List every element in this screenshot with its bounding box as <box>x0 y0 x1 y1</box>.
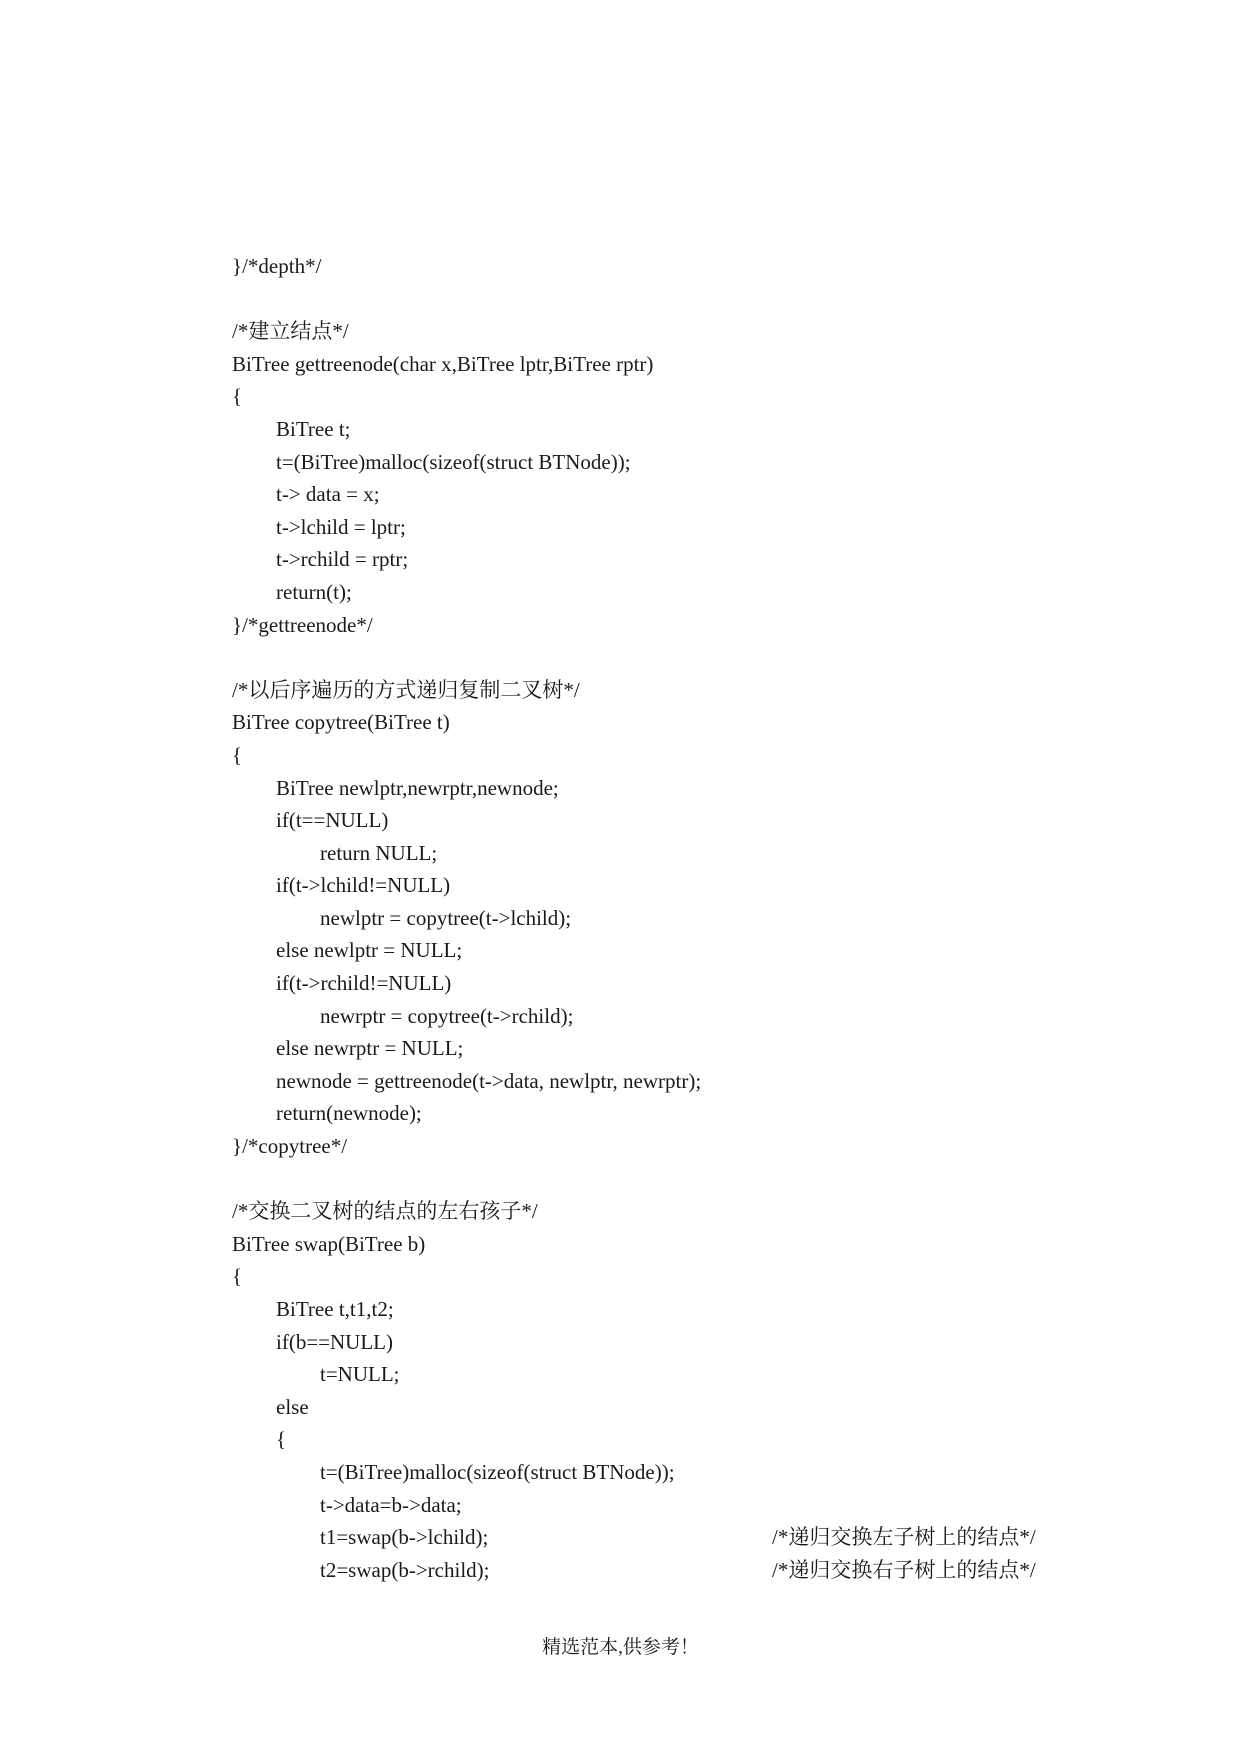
code-text: return(t); <box>276 579 352 604</box>
code-line <box>232 380 1132 413</box>
code-text: t-> data = x; <box>276 482 380 507</box>
code-line <box>232 1195 1132 1228</box>
code-text: if(t==NULL) <box>276 808 389 833</box>
code-line <box>232 934 1132 967</box>
code-text: newlptr = copytree(t->lchild); <box>320 905 572 930</box>
code-line <box>232 413 1132 446</box>
code-text: /*交换二叉树的结点的左右孩子*/ <box>232 1199 538 1224</box>
code-line <box>232 1097 1132 1130</box>
code-line <box>232 1260 1132 1293</box>
code-line <box>232 478 1132 511</box>
code-line <box>232 1391 1132 1424</box>
code-text: t->data=b->data; <box>320 1492 462 1517</box>
code-text: t->lchild = lptr; <box>276 514 406 539</box>
code-line <box>232 1065 1132 1098</box>
code-text: { <box>232 1264 243 1289</box>
code-line <box>232 1000 1132 1033</box>
code-line <box>232 576 1132 609</box>
code-line <box>232 967 1132 1000</box>
code-line <box>232 1228 1132 1261</box>
code-line <box>232 837 1132 870</box>
code-line <box>232 609 1132 642</box>
inline-comment: /*递归交换左子树上的结点*/ <box>772 1525 1036 1550</box>
code-line <box>232 739 1132 772</box>
code-line <box>232 1521 1132 1554</box>
code-text: }/*copytree*/ <box>232 1134 348 1159</box>
page-footer: 精选范本,供参考！ <box>542 1637 699 1658</box>
code-line <box>232 446 1132 479</box>
code-text: BiTree copytree(BiTree t) <box>232 710 450 735</box>
code-text: else newrptr = NULL; <box>276 1036 464 1061</box>
code-line <box>232 772 1132 805</box>
code-text: return NULL; <box>320 840 438 865</box>
code-text: }/*gettreenode*/ <box>232 612 373 637</box>
blank-line <box>232 283 1132 316</box>
code-line <box>232 1130 1132 1163</box>
code-line <box>232 1489 1132 1522</box>
code-line <box>232 1423 1132 1456</box>
code-line <box>232 1293 1132 1326</box>
code-line <box>232 1326 1132 1359</box>
code-text: t2=swap(b->rchild); <box>320 1557 490 1582</box>
code-text: if(t->lchild!=NULL) <box>276 873 451 898</box>
code-text: t1=swap(b->lchild); <box>320 1525 489 1550</box>
code-line <box>232 250 1132 283</box>
blank-line <box>232 641 1132 674</box>
code-text: if(b==NULL) <box>276 1329 393 1354</box>
code-text: }/*depth*/ <box>232 254 322 278</box>
code-line <box>232 1456 1132 1489</box>
code-text: if(t->rchild!=NULL) <box>276 971 452 996</box>
code-line <box>232 543 1132 576</box>
inline-comment: /*递归交换右子树上的结点*/ <box>772 1557 1036 1582</box>
code-line <box>232 1032 1132 1065</box>
code-text: else newlptr = NULL; <box>276 938 463 963</box>
code-text: newrptr = copytree(t->rchild); <box>320 1003 574 1028</box>
code-text: t=(BiTree)malloc(sizeof(struct BTNode)); <box>276 449 631 474</box>
code-line <box>232 902 1132 935</box>
code-text: /*以后序遍历的方式递归复制二叉树*/ <box>232 677 580 702</box>
code-block <box>232 250 1132 1586</box>
code-text: t->rchild = rptr; <box>276 547 409 572</box>
code-line <box>232 869 1132 902</box>
code-text: else <box>276 1394 309 1419</box>
code-text: { <box>232 384 243 409</box>
code-line <box>232 804 1132 837</box>
code-line <box>232 706 1132 739</box>
code-text: { <box>276 1427 287 1452</box>
code-text: return(newnode); <box>276 1101 422 1126</box>
code-text: newnode = gettreenode(t->data, newlptr, newrptr); <box>276 1068 702 1093</box>
code-text: t=NULL; <box>320 1362 400 1387</box>
code-text: BiTree t; <box>276 416 351 441</box>
blank-line <box>232 1163 1132 1196</box>
code-text: { <box>232 742 243 767</box>
code-text: BiTree newlptr,newrptr,newnode; <box>276 775 559 800</box>
code-text: BiTree swap(BiTree b) <box>232 1231 426 1256</box>
code-text: BiTree gettreenode(char x,BiTree lptr,BiTree rptr) <box>232 351 654 376</box>
code-line <box>232 1554 1132 1587</box>
code-line <box>232 315 1132 348</box>
code-text: t=(BiTree)malloc(sizeof(struct BTNode)); <box>320 1459 675 1484</box>
code-line <box>232 1358 1132 1391</box>
code-line <box>232 511 1132 544</box>
code-line <box>232 348 1132 381</box>
code-text: BiTree t,t1,t2; <box>276 1297 394 1321</box>
code-line <box>232 674 1132 707</box>
code-text: /*建立结点*/ <box>232 319 349 344</box>
